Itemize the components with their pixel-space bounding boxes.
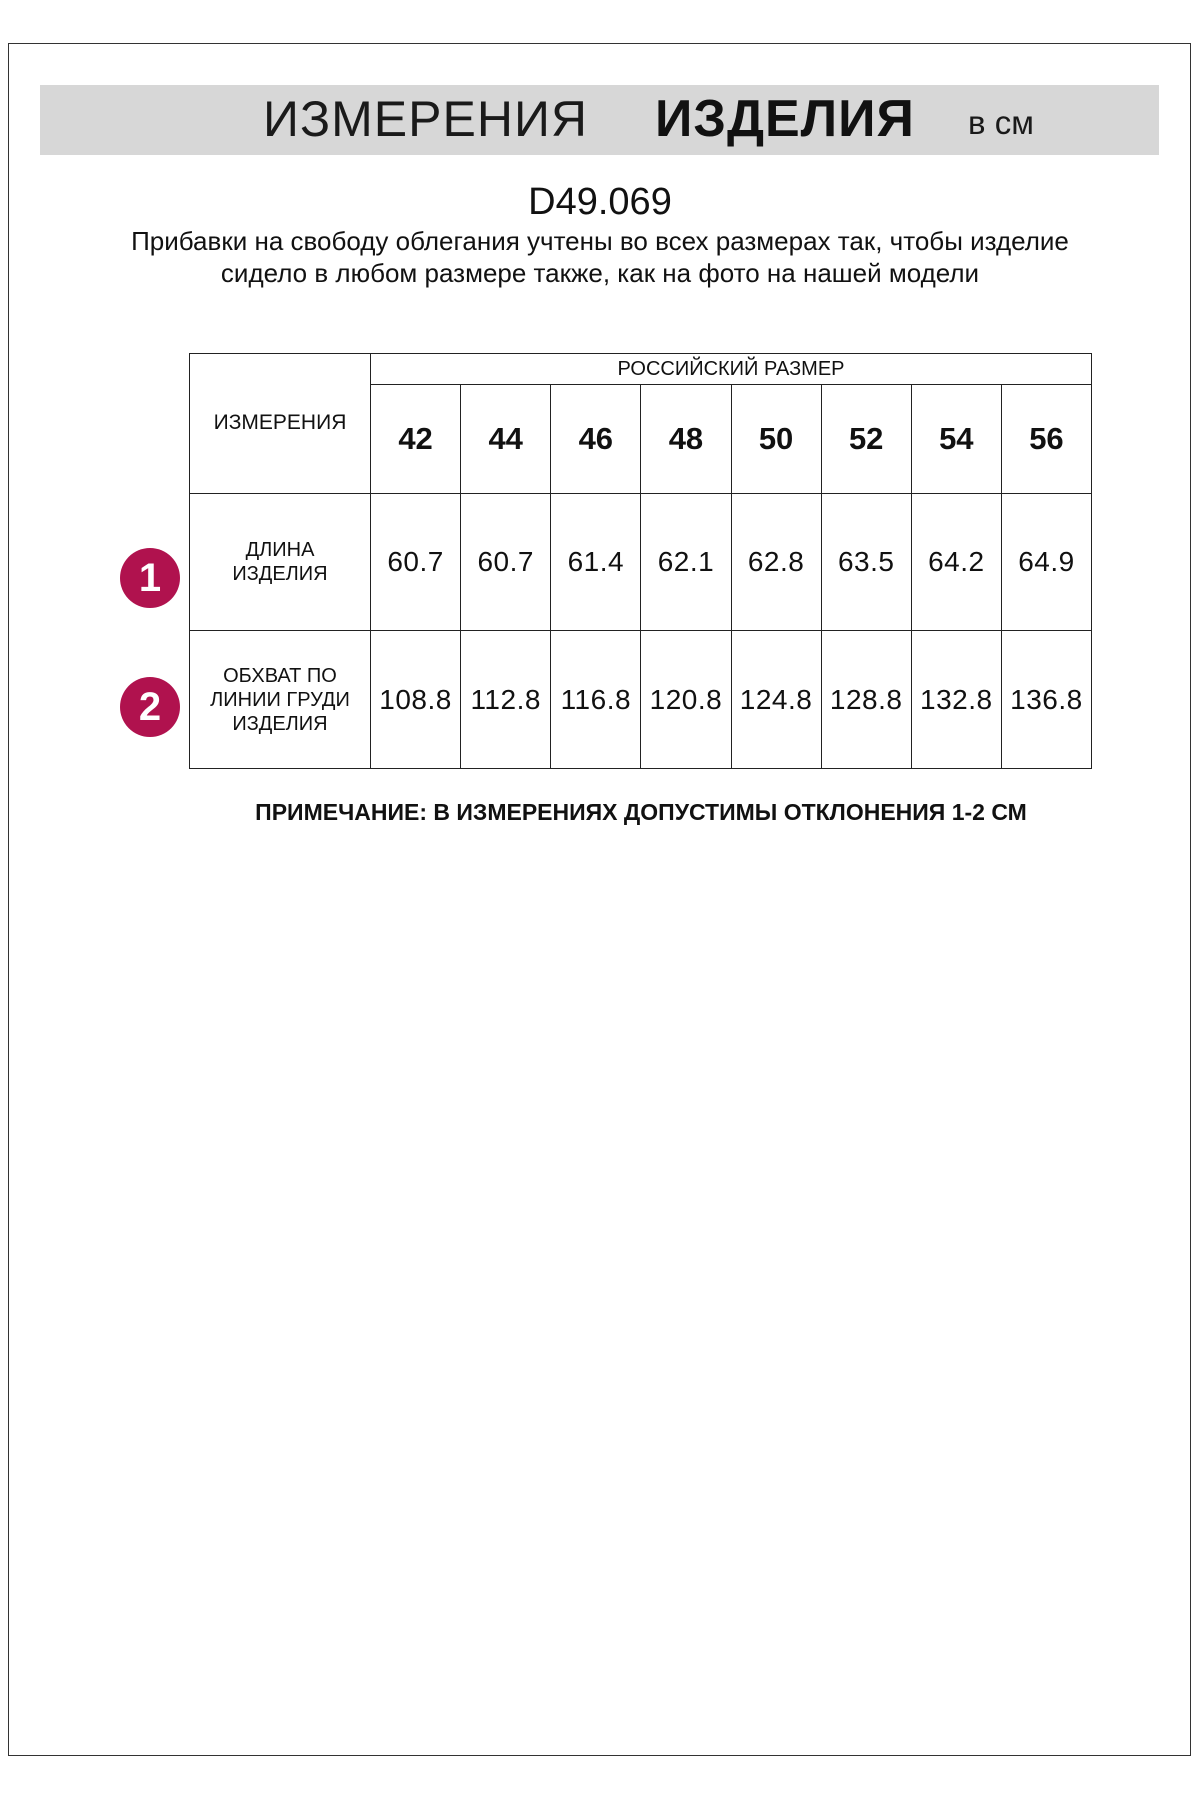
size-table xyxy=(189,353,1092,769)
table-cell: 136.8 xyxy=(1001,631,1091,769)
product-code: D49.069 xyxy=(528,181,672,223)
table-cell: 116.8 xyxy=(551,631,641,769)
row-label-length xyxy=(190,493,371,631)
size-header-cell: 42 xyxy=(371,385,461,494)
table-row-length xyxy=(190,493,1092,631)
page-frame xyxy=(8,43,1191,1756)
marker-badge-2: 2 xyxy=(120,677,180,737)
table-cell: 128.8 xyxy=(821,631,911,769)
size-header-cell: 50 xyxy=(731,385,821,494)
size-header-cell: 56 xyxy=(1001,385,1091,494)
table-row-chest xyxy=(190,631,1092,769)
table-cell: 64.2 xyxy=(911,493,1001,631)
table-cell: 63.5 xyxy=(821,493,911,631)
measurement-header: ИЗМЕРЕНИЯ xyxy=(190,354,371,494)
size-system-header: РОССИЙСКИЙ РАЗМЕР xyxy=(371,354,1092,385)
table-cell: 108.8 xyxy=(371,631,461,769)
row-label-text: ОБХВАТ ПО ЛИНИИ ГРУДИ ИЗДЕЛИЯ xyxy=(210,664,350,735)
size-header-cell: 46 xyxy=(551,385,641,494)
table-header-row xyxy=(190,354,1092,385)
page-title-main: ИЗМЕРЕНИЯ xyxy=(263,91,588,147)
table-cell: 62.8 xyxy=(731,493,821,631)
row-label-chest xyxy=(190,631,371,769)
table-cell: 120.8 xyxy=(641,631,731,769)
page-title-bold: ИЗДЕЛИЯ xyxy=(655,90,915,148)
note-text: ПРИМЕЧАНИЕ: В ИЗМЕРЕНИЯХ ДОПУСТИМЫ ОТКЛОНЕНИЯ 1-2 СМ xyxy=(255,799,1027,825)
marker-badge-1: 1 xyxy=(120,548,180,608)
size-header-cell: 54 xyxy=(911,385,1001,494)
size-header-cell: 48 xyxy=(641,385,731,494)
table-cell: 62.1 xyxy=(641,493,731,631)
size-header-cell: 44 xyxy=(461,385,551,494)
table-cell: 60.7 xyxy=(461,493,551,631)
table-cell: 124.8 xyxy=(731,631,821,769)
size-header-cell: 52 xyxy=(821,385,911,494)
table-cell: 132.8 xyxy=(911,631,1001,769)
table-cell: 112.8 xyxy=(461,631,551,769)
page-title-unit: в см xyxy=(968,104,1034,141)
row-label-text: ДЛИНА ИЗДЕЛИЯ xyxy=(232,539,328,586)
table-cell: 60.7 xyxy=(371,493,461,631)
table-cell: 64.9 xyxy=(1001,493,1091,631)
table-cell: 61.4 xyxy=(551,493,641,631)
intro-text: Прибавки на свободу облегания учтены во всех размерах так, чтобы изделие сидело в любом размере также, как на фото на нашей модели xyxy=(131,226,1069,288)
